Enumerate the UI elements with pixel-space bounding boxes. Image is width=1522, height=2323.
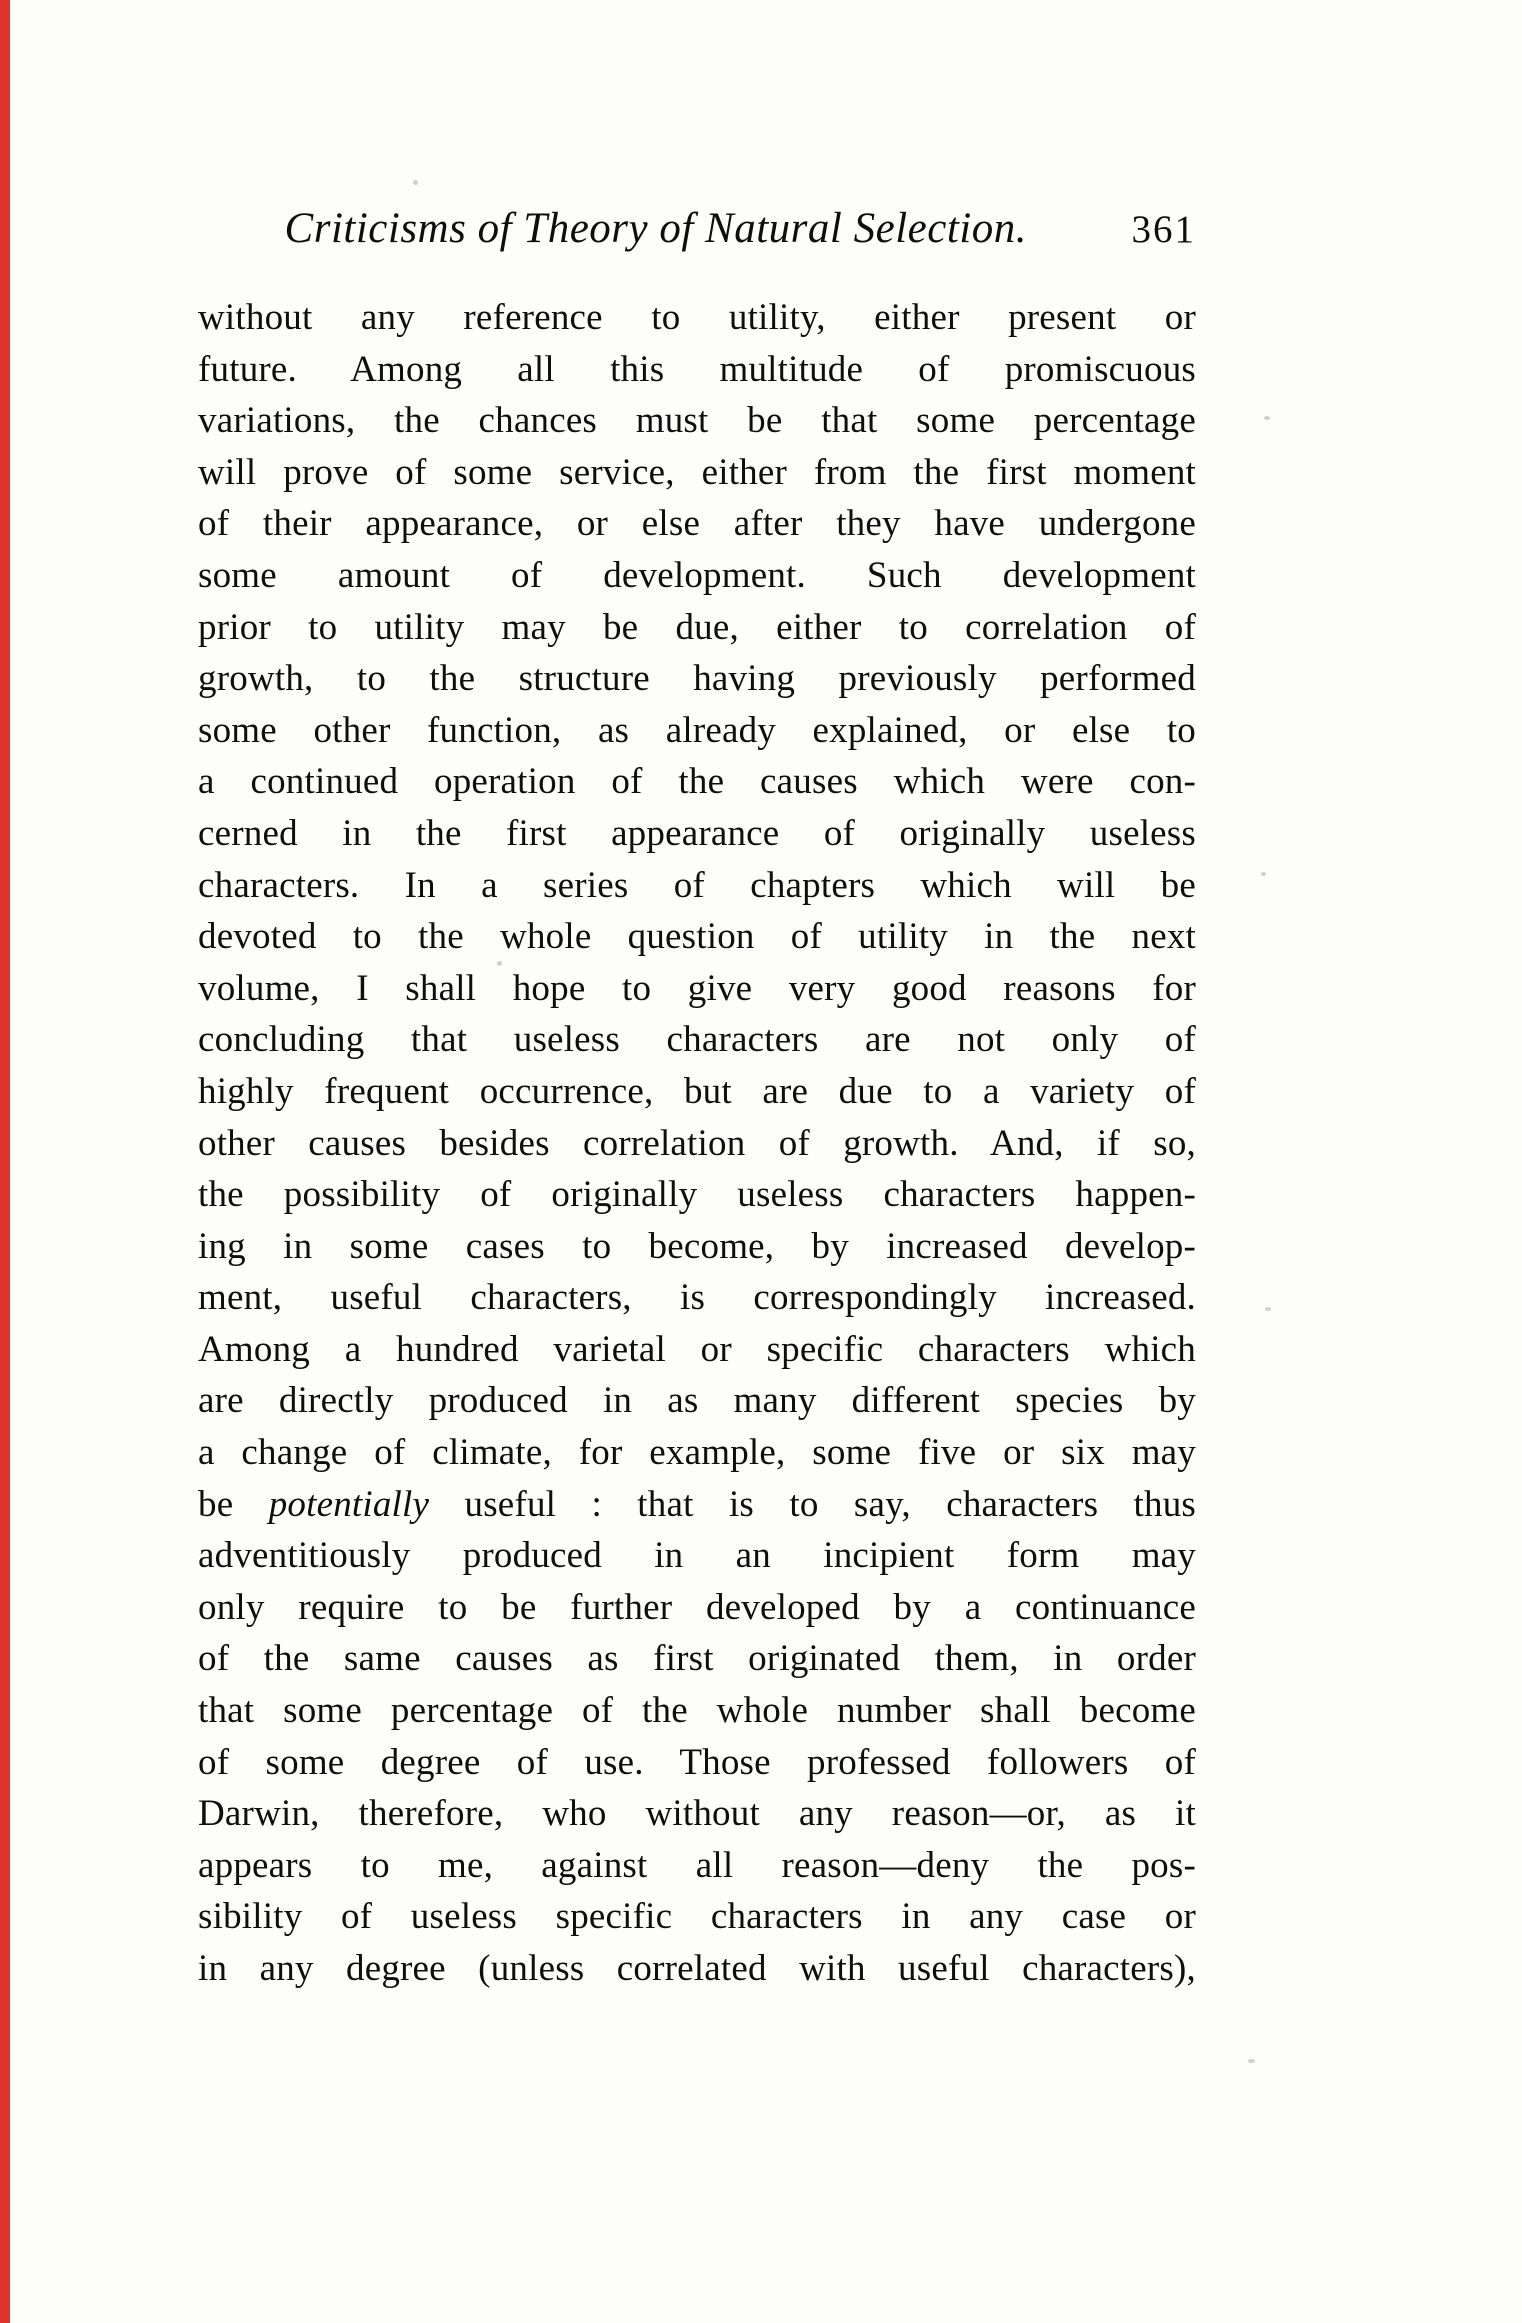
body-line: prior to utility may be due, either to correlation of xyxy=(198,606,1196,648)
scan-speck xyxy=(413,180,418,185)
body-line: of the same causes as first originated them, in order xyxy=(198,1638,1196,1680)
page-number: 361 xyxy=(1131,208,1196,251)
body-line: ing in some cases to become, by increased develop- xyxy=(198,1225,1196,1267)
body-line: sibility of useless specific characters in any case or xyxy=(198,1896,1196,1938)
body-line: Darwin, therefore, who without any reason—or, as it xyxy=(198,1793,1196,1835)
body-line: some amount of development. Such development xyxy=(198,554,1196,596)
body-line: only require to be further developed by a continuance xyxy=(198,1586,1196,1628)
body-line: other causes besides correlation of growth. And, if so, xyxy=(198,1122,1196,1164)
body-line: of some degree of use. Those professed followers of xyxy=(198,1741,1196,1783)
body-line: a change of climate, for example, some five or six may xyxy=(198,1432,1196,1474)
body-line: ment, useful characters, is correspondingly increased. xyxy=(198,1277,1196,1319)
body-line: without any reference to utility, either present or xyxy=(198,297,1196,338)
body-line: that some percentage of the whole number shall become xyxy=(198,1690,1196,1732)
body-line: Among a hundred varietal or specific characters which xyxy=(198,1328,1196,1370)
body-line: cerned in the first appearance of originally useless xyxy=(198,812,1196,854)
body-line: highly frequent occurrence, but are due to a variety of xyxy=(198,1070,1196,1112)
scan-speck xyxy=(1265,1307,1271,1311)
text-column xyxy=(198,292,1196,1995)
scan-speck xyxy=(1261,872,1266,876)
body-line: growth, to the structure having previously performed xyxy=(198,658,1196,700)
body-line: some other function, as already explained, or else to xyxy=(198,709,1196,751)
body-line: concluding that useless characters are not only of xyxy=(198,1019,1196,1061)
running-header xyxy=(198,198,1196,261)
body-line-segment: useful : that is to say, characters thus xyxy=(429,1483,1196,1525)
body-line-italic-word: potentially xyxy=(268,1483,430,1525)
page-header-title: Criticisms of Theory of Natural Selection. xyxy=(284,205,1027,252)
scan-speck xyxy=(1248,2059,1255,2063)
body-line: adventitiously produced in an incipient form may xyxy=(198,1535,1196,1577)
body-line: volume, I shall hope to give very good reasons for xyxy=(198,967,1196,1009)
body-line: variations, the chances must be that some percentage xyxy=(198,400,1196,442)
body-line: of their appearance, or else after they have undergone xyxy=(198,503,1196,545)
body-line: will prove of some service, either from the first moment xyxy=(198,451,1196,493)
body-line: in any degree (unless correlated with useful characters), xyxy=(198,1948,1196,1989)
body-line: characters. In a series of chapters which will be xyxy=(198,864,1196,906)
body-line: future. Among all this multitude of promiscuous xyxy=(198,348,1196,390)
body-line: appears to me, against all reason—deny the pos- xyxy=(198,1844,1196,1886)
body-line: are directly produced in as many different species by xyxy=(198,1380,1196,1422)
scan-speck xyxy=(1264,416,1270,420)
body-line: the possibility of originally useless characters happen- xyxy=(198,1174,1196,1216)
body-line: a continued operation of the causes which were con- xyxy=(198,761,1196,803)
red-scan-edge-strip xyxy=(0,0,10,2323)
body-line-segment: be xyxy=(198,1483,269,1525)
scan-speck xyxy=(497,961,502,966)
body-line-with-italic xyxy=(198,1479,1196,1531)
body-line: devoted to the whole question of utility in the next xyxy=(198,916,1196,958)
